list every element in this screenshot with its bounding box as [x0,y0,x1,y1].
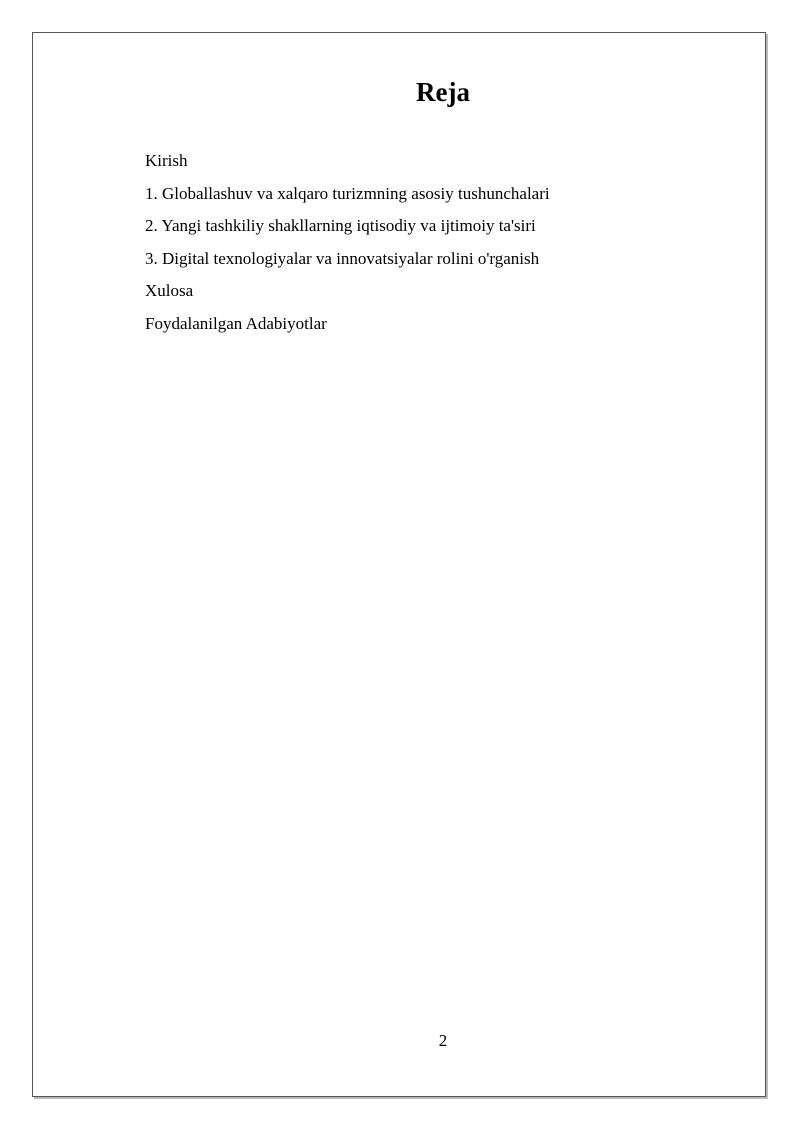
toc-item-conclusion: Xulosa [145,281,194,301]
toc-item-introduction: Kirish [145,151,188,170]
toc-item-chapter-2: 2. Yangi tashkiliy shakllarning iqtisodiy va ijtimoiy ta'siri [145,216,536,236]
table-of-contents [145,145,550,341]
toc-item-chapter-1: 1. Globallashuv va xalqaro turizmning asosiy tushunchalari [145,183,550,203]
page-number: 2 [438,1031,448,1050]
toc-item-chapter-3: 3. Digital texnologiyalar va innovatsiyalar rolini o'rganish [145,248,540,268]
page-title: Reja [416,77,470,107]
toc-item-references: Foydalanilgan Adabiyotlar [145,313,327,333]
